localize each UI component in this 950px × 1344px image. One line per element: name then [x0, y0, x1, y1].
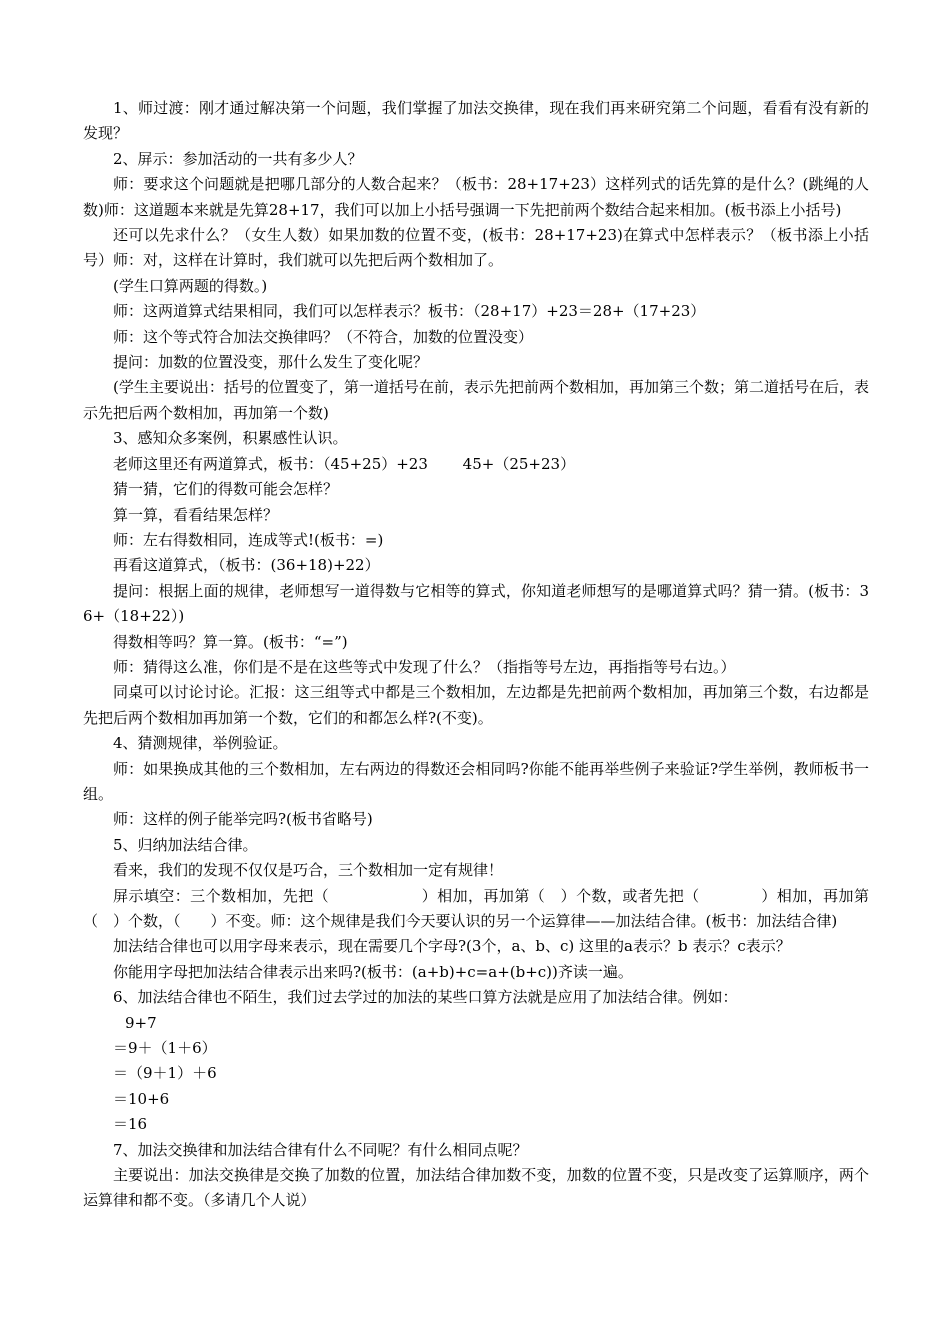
paragraph: 师：猜得这么准，你们是不是在这些等式中发现了什么？（指指等号左边，再指指等号右边。） — [113, 657, 736, 676]
paragraph: 6、加法结合律也不陌生，我们过去学过的加法的某些口算方法就是应用了加法结合律。例如： — [113, 988, 738, 1007]
paragraph: 1、师过渡：刚才通过解决第一个问题，我们掌握了加法交换律，现在我们再来研究第二个问题，看看有没有新的发现？ — [83, 99, 869, 143]
paragraph: 你能用字母把加法结合律表示出来吗?(板书：(a+b)+c=a+(b+c))齐读一遍。 — [113, 962, 633, 981]
paragraph: 师：这样的例子能举完吗?(板书省略号) — [113, 810, 373, 829]
paragraph: 师：要求这个问题就是把哪几部分的人数合起来？（板书：28+17+23）这样列式的话先算的是什么？(跳绳的人数)师：这道题本来就是先算28+17，我们可以加上小括号强调一下先把前两个数结合起来相加。(板书添上小括号) — [83, 175, 869, 219]
paragraph: 屏示填空：三个数相加，先把（ ）相加，再加第（ ）个数，或者先把（ ）相加，再加第（ ）个数，（ ）不变。师：这个规律是我们今天要认识的另一个运算律——加法结合律。(板书：加法结合律) — [83, 886, 869, 930]
document-page — [83, 96, 869, 1214]
paragraph: 提问：根据上面的规律，老师想写一道得数与它相等的算式，你知道老师想写的是哪道算式吗？猜一猜。(板书：36+（18+22）) — [83, 581, 869, 626]
calc-line: ＝10+6 — [113, 1089, 170, 1108]
paragraph: 师：这个等式符合加法交换律吗？（不符合，加数的位置没变） — [113, 327, 534, 346]
paragraph: 主要说出：加法交换律是交换了加数的位置，加法结合律加数不变，加数的位置不变，只是改变了运算顺序，两个运算律和都不变。（多请几个人说） — [83, 1166, 869, 1210]
paragraph: 算一算，看看结果怎样？ — [113, 505, 279, 524]
calc-line: ＝9＋（1＋6） — [113, 1039, 217, 1058]
paragraph: 看来，我们的发现不仅仅是巧合，三个数相加一定有规律！ — [113, 861, 504, 880]
paragraph: (学生主要说出：括号的位置变了，第一道括号在前，表示先把前两个数相加，再加第三个数；第二道括号在后，表示先把后两个数相加，再加第一个数) — [83, 378, 869, 422]
calc-line: ＝（9＋1）＋6 — [113, 1064, 217, 1083]
paragraph: 猜一猜，它们的得数可能会怎样？ — [113, 480, 339, 499]
paragraph: 再看这道算式，（板书：(36+18)+22） — [113, 556, 380, 575]
paragraph: (学生口算两题的得数。) — [113, 276, 268, 295]
paragraph: 4、猜测规律，举例验证。 — [113, 734, 288, 753]
paragraph: 加法结合律也可以用字母来表示，现在需要几个字母?(3个，a、b、c) 这里的a表示？b 表示？c表示？ — [113, 937, 791, 956]
paragraph: 同桌可以讨论讨论。汇报：这三组等式中都是三个数相加，左边都是先把前两个数相加，再加第三个数，右边都是先把后两个数相加再加第一个数，它们的和都怎么样?(不变)。 — [83, 683, 869, 727]
paragraph: 还可以先求什么？（女生人数）如果加数的位置不变，(板书：28+17+23)在算式中怎样表示？（板书添上小括号）师：对，这样在计算时，我们就可以先把后两个数相加了。 — [83, 226, 869, 270]
paragraph: 提问：加数的位置没变，那什么发生了变化呢？ — [113, 353, 429, 372]
paragraph: 得数相等吗？算一算。(板书：“=”) — [113, 632, 348, 651]
paragraph: 2、屏示：参加活动的一共有多少人？ — [113, 149, 363, 168]
paragraph: 师：左右得数相同，连成等式!(板书：=) — [113, 530, 384, 549]
paragraph: 5、归纳加法结合律。 — [113, 835, 258, 854]
paragraph: 师：如果换成其他的三个数相加，左右两边的得数还会相同吗?你能不能再举些例子来验证?学生举例，教师板书一组。 — [83, 759, 869, 803]
calc-line: 9+7 — [125, 1013, 157, 1032]
paragraph: 3、感知众多案例，积累感性认识。 — [113, 429, 348, 448]
calc-line: ＝16 — [113, 1115, 148, 1134]
paragraph: 7、加法交换律和加法结合律有什么不同呢？有什么相同点呢？ — [113, 1140, 528, 1159]
paragraph: 师：这两道算式结果相同，我们可以怎样表示？板书：（28+17）+23＝28+（17+23） — [113, 302, 706, 321]
paragraph: 老师这里还有两道算式，板书：（45+25）+23 45+（25+23） — [113, 454, 576, 473]
